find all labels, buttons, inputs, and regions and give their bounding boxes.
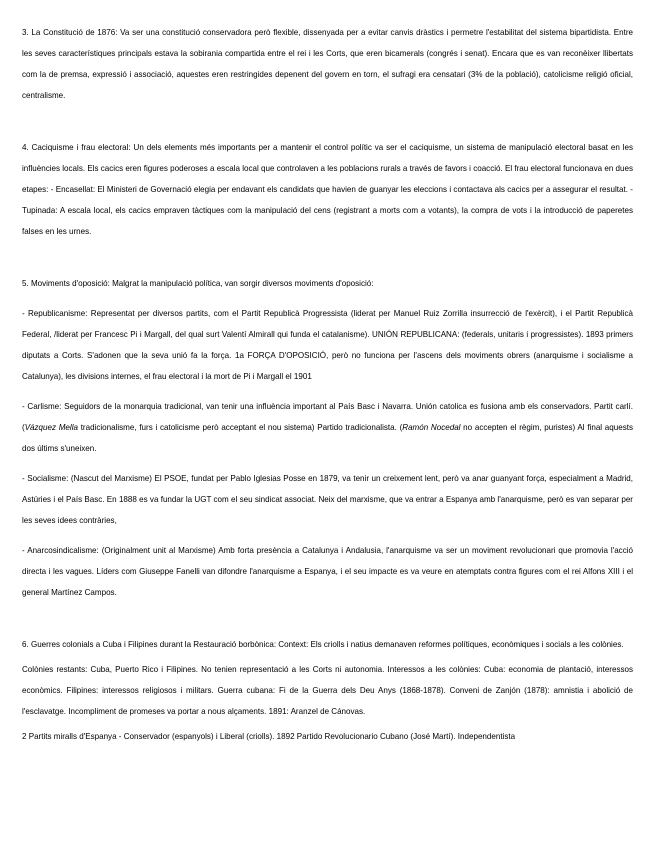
spacer: [22, 459, 633, 468]
spacer: [22, 603, 633, 634]
section-6-partits: 2 Partits miralls d'Espanya - Conservador (espanyols) i Liberal (criolls). 1892 Partido Revolucionario Cubano (José Martí). Independentista: [22, 732, 516, 741]
carlisme-text-a: - Carlisme: Seguidors de la monarquia tradicional, van tenir una influència important al País Basc i Navarra. Unión catolica es fusiona amb els conservadors. Partit carlí. (: [22, 402, 633, 432]
section-4-caciquisme: 4. Caciquisme i frau electoral: Un dels elements més importants per a mantenir el control polític va ser el caciquisme, un sistema de manipulació electoral basat en les influències locals. Els cacics eren figures poderoses a escala local que controlaven a les poblacions rurals a través de favors i coacció. El frau electoral funcionava en dues etapes: - Encasellat: El Ministeri de Governació elegia per endavant els candidats que havien de guanyar les eleccions i contactava als cacics per a assegurar el resultat. - Tupinada: A escala local, els cacics empraven tàctiques com la manipulació del cens (registrant a morts com a votants), la compra de vots i la introducció de paperetes falses en les urnes.: [22, 143, 633, 236]
spacer: [22, 387, 633, 396]
section-6-colonies: Colònies restants: Cuba, Puerto Rico i Filipines. No tenien representació a les Corts ni autonomia. Interessos a les colònies: Cuba: economia de plantació, interessos econòmics. Filipines: interessos religiosos i militars. Guerra cubana: Fi de la Guerra dels Deu Anys (1868-1878). Conveni de Zanjón (1878): amnistia i abolició de l'esclavatge. Incompliment de promeses va portar a nous alçaments. 1891: Aranzel de Cánovas.: [22, 665, 633, 716]
spacer: [22, 294, 633, 303]
section-5-socialisme: - Socialisme: (Nascut del Marxisme) El PSOE, fundat per Pablo Iglesias Posse en 1879, va tenir un creixement lent, però va anar guanyant força, especialment a Madrid, Astúries i el País Basc. En 1888 es va fundar la UGT com el seu sindicat associat. Neix del marxisme, que va entrar a Espanya amb l'anarquisme, però es van separar per les seves idees contràries,: [22, 474, 633, 525]
section-6-intro: 6. Guerres colonials a Cuba i Filipines durant la Restauració borbònica: Context: Els criolls i natius demanaven reformes polítiques, econòmiques i socials a les colònies.: [22, 640, 624, 649]
section-5-anarcosindicalisme: - Anarcosindicalisme: (Originalment unit al Marxisme) Amb forta presència a Catalunya i Andalusia, l'anarquisme va ser un moviment revolucionari que promovia l'acció directa i les vagues. Líders com Giuseppe Fanelli van difondre l'anarquisme a Espanya, i el seu impacte es va veure en atemptats contra figures com el rei Alfons XIII i el general Martínez Campos.: [22, 546, 633, 597]
carlisme-text-c: no accepten el règim, puristes) Al final aquests dos últims s'uneixen.: [22, 423, 633, 453]
carlisme-text-b: tradicionalisme, furs i catolicisme però acceptant el nou sistema) Partido tradicionalista. (: [77, 423, 403, 432]
section-5-carlisme: [22, 396, 633, 459]
spacer: [22, 106, 633, 137]
carlisme-mella: Vázquez Mella: [24, 423, 78, 432]
document-page: [22, 22, 633, 747]
spacer: [22, 531, 633, 540]
carlisme-nocedal: Ramón Nocedal: [402, 423, 461, 432]
section-5-intro: 5. Moviments d'oposició: Malgrat la manipulació política, van sorgir diversos moviments d'oposició:: [22, 279, 374, 288]
spacer: [22, 242, 633, 273]
section-5-republicanisme: - Republicanisme: Representat per diversos partits, com el Partit Republicà Progressista (liderat per Manuel Ruiz Zorrilla insurrecció de l'exèrcit), i el Partit Republicà Federal, /liderat per Francesc Pi i Margall, del qual surt Valentí Almirall qui funda el catalanisme). UNIÓN REPUBLICANA: (federals, unitaris i progressistes). 1893 primers diputats a Corts. S'adonen que la seva unió fa la força. 1a FORÇA D'OPOSICIÓ, però no funciona per l'ascens dels moviments obrers (anarquisme i socialisme a Catalunya), les divisions internes, el frau electoral i la mort de Pi i Margall el 1901: [22, 309, 633, 381]
section-3-constitucio: 3. La Constitució de 1876: Va ser una constitució conservadora però flexible, dissenyada per a evitar canvis dràstics i permetre l'estabilitat del sistema bipartidista. Entre les seves característiques principals estava la sobirania compartida entre el rei i les Corts, que eren bicamerals (congrés i senat). Encara que es van reconèixer llibertats com la de premsa, expressió i associació, aquestes eren restringides depenent del govern en torn, el sufragi era censatari (3% de la població), catolicisme religió oficial, centralisme.: [22, 28, 633, 100]
